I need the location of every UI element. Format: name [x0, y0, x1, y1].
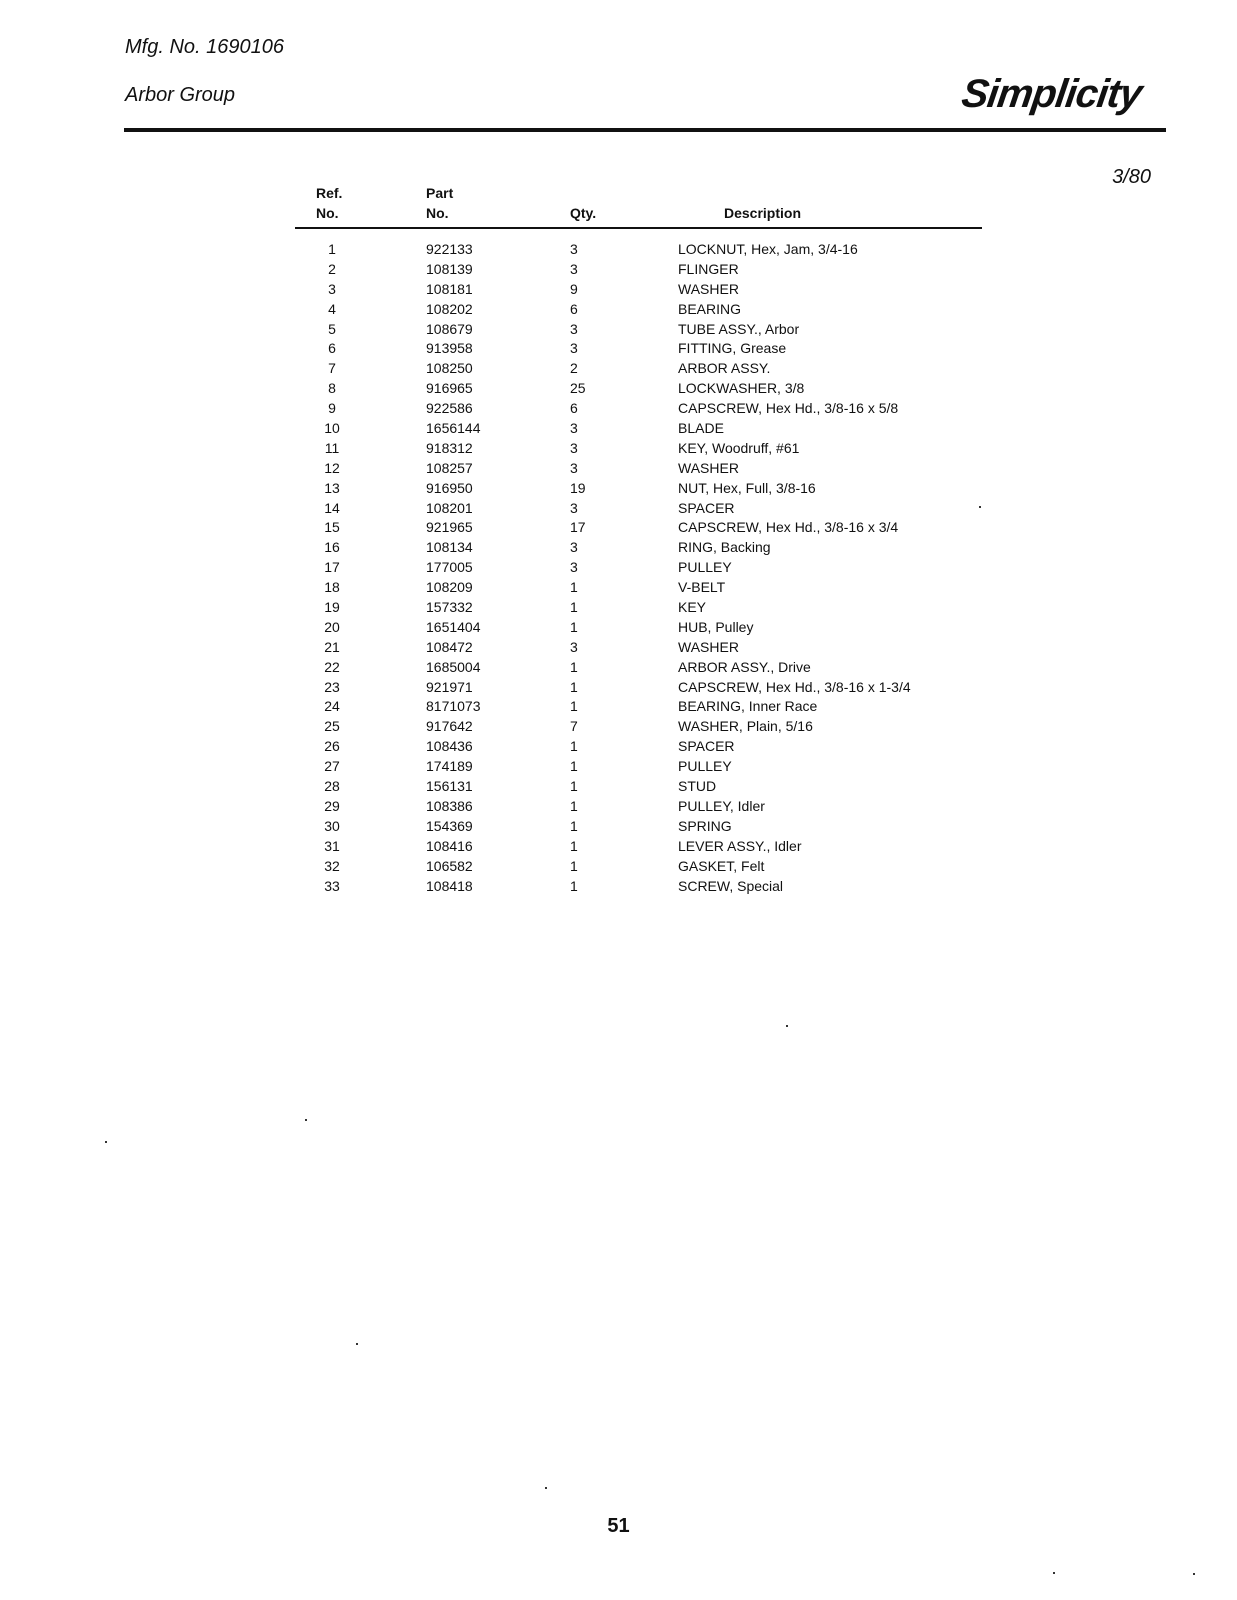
- description-cell: LOCKNUT, Hex, Jam, 3/4-16: [678, 241, 858, 257]
- description-cell: KEY, Woodruff, #61: [678, 439, 800, 456]
- part-no-cell: 1651404: [426, 618, 481, 635]
- description-cell: NUT, Hex, Full, 3/8-16: [678, 479, 816, 496]
- part-no-cell: 108416: [426, 837, 473, 854]
- ref-cell: 3: [328, 280, 336, 297]
- ref-cell: 19: [324, 599, 340, 616]
- ref-cell: 29: [324, 797, 340, 814]
- ref-cell: 6: [328, 340, 336, 357]
- description-cell: RING, Backing: [678, 539, 771, 556]
- table-row: [0, 697, 1237, 717]
- qty-cell: 3: [570, 499, 578, 516]
- ref-cell: 13: [324, 479, 340, 496]
- qty-cell: 3: [570, 439, 578, 456]
- mfg-number: Mfg. No. 1690106: [125, 36, 284, 58]
- ref-cell: 11: [324, 439, 340, 456]
- ref-cell: 25: [324, 718, 340, 735]
- qty-cell: 3: [570, 320, 578, 337]
- ref-cell: 18: [324, 579, 340, 596]
- description-cell: LEVER ASSY., Idler: [678, 837, 802, 854]
- qty-cell: 1: [570, 738, 578, 755]
- part-no-cell: 108257: [426, 459, 473, 476]
- description-cell: GASKET, Felt: [678, 857, 765, 874]
- table-row: [0, 757, 1237, 777]
- table-row: [0, 837, 1237, 857]
- table-row: [0, 280, 1237, 300]
- qty-cell: 1: [570, 618, 578, 635]
- description-cell: ARBOR ASSY., Drive: [678, 658, 811, 675]
- ref-cell: 26: [324, 738, 340, 755]
- ref-cell: 2: [328, 260, 336, 277]
- description-cell: BLADE: [678, 420, 724, 437]
- table-row: [0, 359, 1237, 379]
- table-header-rule: [295, 227, 982, 229]
- table-row: [0, 499, 1237, 519]
- qty-cell: 3: [570, 241, 578, 257]
- scan-speck: [786, 1025, 788, 1027]
- ref-cell: 28: [324, 778, 340, 795]
- col-header-qty: Qty.: [570, 205, 597, 221]
- table-row: [0, 399, 1237, 419]
- table-row: [0, 777, 1237, 797]
- qty-cell: 3: [570, 459, 578, 476]
- table-row: [0, 797, 1237, 817]
- description-cell: WASHER: [678, 638, 739, 655]
- part-no-cell: 108139: [426, 260, 473, 277]
- table-row: [0, 737, 1237, 757]
- ref-cell: 17: [324, 559, 340, 576]
- part-no-cell: 916965: [426, 380, 473, 397]
- qty-cell: 9: [570, 280, 578, 297]
- qty-cell: 3: [570, 420, 578, 437]
- qty-cell: 25: [570, 380, 586, 397]
- table-row: [0, 558, 1237, 578]
- table-row: [0, 817, 1237, 837]
- qty-cell: 3: [570, 638, 578, 655]
- col-header-part-line2: No.: [426, 205, 449, 221]
- part-no-cell: 917642: [426, 718, 473, 735]
- part-no-cell: 108209: [426, 579, 473, 596]
- description-cell: SPACER: [678, 738, 735, 755]
- description-cell: TUBE ASSY., Arbor: [678, 320, 800, 337]
- part-no-cell: 922133: [426, 241, 473, 257]
- ref-cell: 20: [324, 618, 340, 635]
- description-cell: BEARING: [678, 300, 742, 317]
- table-row: [0, 320, 1237, 340]
- part-no-cell: 156131: [426, 778, 473, 795]
- qty-cell: 3: [570, 260, 578, 277]
- description-cell: SPACER: [678, 499, 735, 516]
- part-no-cell: 108250: [426, 360, 473, 377]
- table-row: [0, 877, 1237, 897]
- ref-cell: 24: [324, 698, 340, 715]
- ref-cell: 9: [328, 400, 336, 417]
- description-cell: LOCKWASHER, 3/8: [678, 380, 805, 397]
- qty-cell: 1: [570, 698, 578, 715]
- ref-cell: 16: [324, 539, 340, 556]
- table-row: [0, 339, 1237, 359]
- description-cell: CAPSCREW, Hex Hd., 3/8-16 x 5/8: [678, 400, 899, 417]
- table-row: [0, 240, 1237, 260]
- qty-cell: 17: [570, 519, 586, 536]
- col-header-part: [426, 183, 453, 223]
- qty-cell: 1: [570, 579, 578, 596]
- table-row: [0, 618, 1237, 638]
- table-row: [0, 598, 1237, 618]
- part-no-cell: 108418: [426, 877, 473, 894]
- part-no-cell: 157332: [426, 599, 473, 616]
- col-header-ref: [316, 183, 342, 223]
- part-no-cell: 108472: [426, 638, 473, 655]
- part-no-cell: 913958: [426, 340, 473, 357]
- table-row: [0, 439, 1237, 459]
- revision-date: 3/80: [1112, 166, 1151, 188]
- part-no-cell: 8171073: [426, 698, 481, 715]
- qty-cell: 19: [570, 479, 586, 496]
- col-header-part-line1: Part: [426, 185, 454, 201]
- description-cell: WASHER: [678, 280, 739, 297]
- qty-cell: 1: [570, 857, 578, 874]
- group-title: Arbor Group: [125, 84, 236, 106]
- ref-cell: 12: [324, 459, 340, 476]
- description-cell: WASHER, Plain, 5/16: [678, 718, 813, 735]
- ref-cell: 23: [324, 678, 340, 695]
- qty-cell: 3: [570, 539, 578, 556]
- table-row: [0, 717, 1237, 737]
- qty-cell: 1: [570, 797, 578, 814]
- description-cell: ARBOR ASSY.: [678, 360, 771, 377]
- description-cell: CAPSCREW, Hex Hd., 3/8-16 x 3/4: [678, 519, 899, 536]
- part-no-cell: 108181: [426, 280, 473, 297]
- ref-cell: 15: [324, 519, 340, 536]
- part-no-cell: 922586: [426, 400, 473, 417]
- ref-cell: 31: [324, 837, 340, 854]
- qty-cell: 1: [570, 778, 578, 795]
- qty-cell: 1: [570, 817, 578, 834]
- table-row: [0, 678, 1237, 698]
- part-no-cell: 1685004: [426, 658, 481, 675]
- brand-logo: Simplicity: [959, 72, 1145, 116]
- description-cell: HUB, Pulley: [678, 618, 754, 635]
- scan-speck: [1193, 1573, 1195, 1575]
- table-row: [0, 658, 1237, 678]
- qty-cell: 2: [570, 360, 578, 377]
- ref-cell: 22: [324, 658, 340, 675]
- description-cell: FLINGER: [678, 260, 739, 277]
- qty-cell: 3: [570, 340, 578, 357]
- description-cell: CAPSCREW, Hex Hd., 3/8-16 x 1-3/4: [678, 678, 911, 695]
- ref-cell: 21: [324, 638, 340, 655]
- table-row: [0, 518, 1237, 538]
- col-header-description: Description: [724, 205, 802, 221]
- ref-cell: 27: [324, 758, 340, 775]
- table-row: [0, 260, 1237, 280]
- scan-speck: [979, 506, 981, 508]
- qty-cell: 1: [570, 877, 578, 894]
- qty-cell: 1: [570, 758, 578, 775]
- col-header-ref-line2: No.: [316, 205, 339, 221]
- page-number: 51: [607, 1515, 630, 1537]
- description-cell: WASHER: [678, 459, 739, 476]
- ref-cell: 4: [328, 300, 336, 317]
- qty-cell: 6: [570, 400, 578, 417]
- part-no-cell: 921965: [426, 519, 473, 536]
- ref-cell: 7: [328, 360, 336, 377]
- table-row: [0, 459, 1237, 479]
- part-no-cell: 108679: [426, 320, 473, 337]
- scan-speck: [105, 1141, 107, 1143]
- table-row: [0, 300, 1237, 320]
- parts-table: [0, 240, 1237, 896]
- col-header-ref-line1: Ref.: [316, 185, 343, 201]
- part-no-cell: 916950: [426, 479, 473, 496]
- ref-cell: 14: [324, 499, 340, 516]
- qty-cell: 7: [570, 718, 578, 735]
- part-no-cell: 918312: [426, 439, 473, 456]
- part-no-cell: 108436: [426, 738, 473, 755]
- table-row: [0, 419, 1237, 439]
- description-cell: SPRING: [678, 817, 732, 834]
- header-rule: [124, 128, 1166, 132]
- qty-cell: 6: [570, 300, 578, 317]
- part-no-cell: 106582: [426, 857, 473, 874]
- ref-cell: 33: [324, 877, 340, 894]
- table-row: [0, 379, 1237, 399]
- part-no-cell: 108201: [426, 499, 473, 516]
- description-cell: PULLEY, Idler: [678, 797, 765, 814]
- description-cell: KEY: [678, 599, 707, 616]
- table-row: [0, 538, 1237, 558]
- part-no-cell: 174189: [426, 758, 473, 775]
- ref-cell: 32: [324, 857, 340, 874]
- description-cell: PULLEY: [678, 559, 732, 576]
- part-no-cell: 154369: [426, 817, 473, 834]
- part-no-cell: 108386: [426, 797, 473, 814]
- scan-speck: [356, 1343, 358, 1345]
- qty-cell: 3: [570, 559, 578, 576]
- part-no-cell: 921971: [426, 678, 473, 695]
- part-no-cell: 177005: [426, 559, 473, 576]
- qty-cell: 1: [570, 678, 578, 695]
- table-row: [0, 578, 1237, 598]
- description-cell: PULLEY: [678, 758, 732, 775]
- part-no-cell: 108134: [426, 539, 473, 556]
- ref-cell: 10: [324, 420, 340, 437]
- table-row: [0, 857, 1237, 877]
- qty-cell: 1: [570, 837, 578, 854]
- description-cell: V-BELT: [678, 579, 726, 596]
- description-cell: FITTING, Grease: [678, 340, 787, 357]
- table-row: [0, 479, 1237, 499]
- qty-cell: 1: [570, 599, 578, 616]
- part-no-cell: 108202: [426, 300, 473, 317]
- ref-cell: 8: [328, 380, 336, 397]
- ref-cell: 1: [328, 241, 336, 257]
- ref-cell: 5: [328, 320, 336, 337]
- description-cell: BEARING, Inner Race: [678, 698, 818, 715]
- description-cell: SCREW, Special: [678, 877, 784, 894]
- scan-speck: [545, 1487, 547, 1489]
- table-row: [0, 638, 1237, 658]
- description-cell: STUD: [678, 778, 717, 795]
- part-no-cell: 1656144: [426, 420, 481, 437]
- scan-speck: [1053, 1572, 1055, 1574]
- qty-cell: 1: [570, 658, 578, 675]
- scan-speck: [305, 1119, 307, 1121]
- ref-cell: 30: [324, 817, 340, 834]
